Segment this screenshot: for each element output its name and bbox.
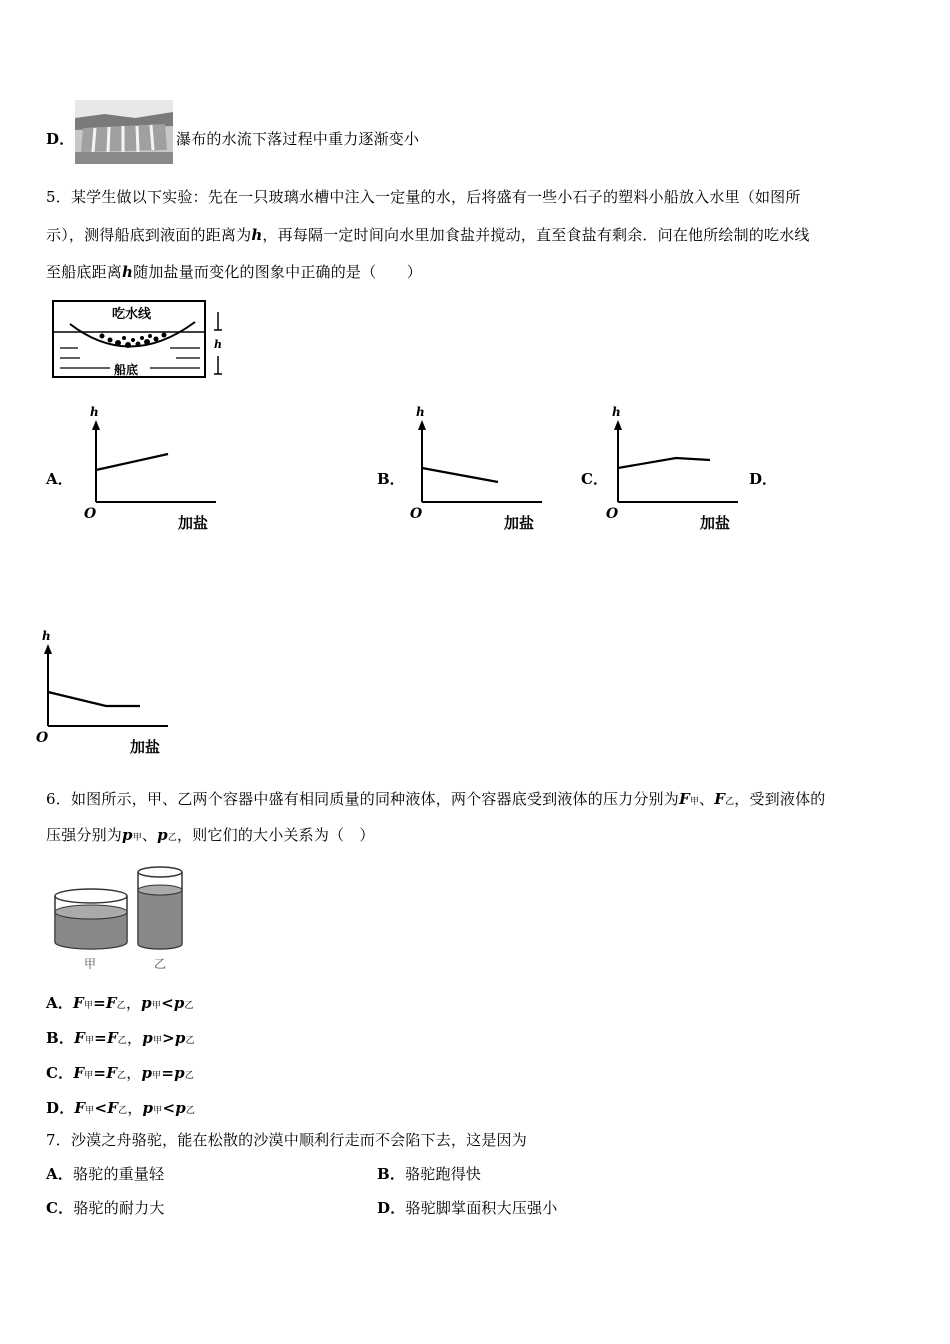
graph-axes <box>422 424 542 502</box>
graph-y-label: h <box>42 629 51 643</box>
q6-sub: 甲 <box>83 1001 94 1011</box>
graph-y-label: h <box>90 405 99 419</box>
graph-origin-label: O <box>606 506 619 522</box>
q4-option-d-label: D． <box>46 130 75 148</box>
q7-option-text: 骆驼的耐力大 <box>73 1199 165 1217</box>
graph-axes <box>618 424 738 502</box>
q6-p-symbol: p <box>174 1064 185 1082</box>
q5-stem-line2 <box>46 224 810 245</box>
q6-sub: 乙 <box>167 833 178 843</box>
q6-p-symbol: p <box>174 1029 186 1047</box>
q6-relation: = <box>161 1064 175 1082</box>
q6-sub: 甲 <box>689 797 700 807</box>
graph-x-label: 加盐 <box>700 514 731 532</box>
q7-option-label: A． <box>46 1165 74 1183</box>
q6-text: 6．如图所示，甲、乙两个容器中盛有相同质量的同种液体，两个容器底受到液体的压力分别为 <box>46 790 679 808</box>
graph-x-label: 加盐 <box>178 514 209 532</box>
graph-y-label: h <box>416 405 425 419</box>
q4-option-d-text: 瀑布的水流下落过程中重力逐渐变小 <box>176 130 420 148</box>
q6-p-symbol: p <box>141 994 152 1012</box>
q6-relation: > <box>162 1029 175 1047</box>
q6-sub: 乙 <box>725 797 735 807</box>
q6-relation: = <box>93 994 106 1012</box>
q5-option-label-a: A． <box>46 470 73 488</box>
q5-h-symbol: h <box>251 226 263 244</box>
graph-curve <box>422 468 498 482</box>
q6-comma: ， <box>125 994 142 1012</box>
q6-sub: 乙 <box>184 1071 195 1081</box>
q5-stem-line3 <box>46 261 422 282</box>
q6-text: 压强分别为 <box>46 826 123 844</box>
q5-stem-line1: 5．某学生做以下实验：先在一只玻璃水槽中注入一定量的水，后将盛有一些小石子的塑料小船放入水里（如图所 <box>46 188 801 206</box>
waterline-label: 吃水线 <box>112 307 152 322</box>
q6-p-symbol: p <box>175 1099 186 1117</box>
graph-axes <box>96 424 216 502</box>
q6-sub: 甲 <box>152 1071 162 1081</box>
q5-option-label-b: B． <box>377 470 405 488</box>
q5-graph-a <box>84 402 244 534</box>
q6-sub: 甲 <box>84 1036 95 1046</box>
q5-graph-d <box>36 626 196 758</box>
q6-stem-line1 <box>46 788 825 809</box>
q6-option-label: D． <box>46 1099 75 1117</box>
q6-sub: 乙 <box>117 1071 127 1081</box>
q6-sub: 甲 <box>85 1106 95 1116</box>
q6-sub: 甲 <box>151 1001 162 1011</box>
q6-sub: 甲 <box>84 1071 94 1081</box>
q6-sub: 乙 <box>184 1001 194 1011</box>
q6-sub: 乙 <box>185 1106 196 1116</box>
container-yi-label: 乙 <box>154 957 167 971</box>
y-axis-arrow <box>92 420 100 430</box>
q6-relation: = <box>93 1064 107 1082</box>
q6-F-symbol: F <box>107 1099 119 1117</box>
q7-option-label: C． <box>46 1199 74 1217</box>
q7-option-c <box>46 1197 165 1218</box>
q7-option-label: D． <box>377 1199 406 1217</box>
q5-text: 随加盐量而变化的图象中正确的是（ ） <box>133 263 422 281</box>
q6-comma: ， <box>127 1029 143 1047</box>
q5-text: 至船底距离 <box>46 263 123 281</box>
q5-option-label-c: C． <box>581 470 608 488</box>
graph-x-label: 加盐 <box>504 514 535 532</box>
q6-p-symbol: p <box>157 826 168 844</box>
q6-relation: < <box>94 1099 108 1117</box>
q5-graph-b <box>410 402 570 534</box>
q7-option-label: B． <box>377 1165 406 1183</box>
q6-F-symbol: F <box>73 994 84 1012</box>
q6-sub: 乙 <box>118 1106 128 1116</box>
q6-relation: < <box>161 994 174 1012</box>
q6-relation: < <box>162 1099 176 1117</box>
q7-option-text: 骆驼脚掌面积大压强小 <box>405 1199 558 1217</box>
q6-F-symbol: F <box>678 790 690 808</box>
q7-option-b <box>377 1163 481 1184</box>
q6-sub: 乙 <box>116 1001 126 1011</box>
q5-option-label-d: D． <box>749 470 778 488</box>
boat-diagram <box>50 298 230 382</box>
y-axis-arrow <box>44 644 52 654</box>
q6-F-symbol: F <box>106 1064 118 1082</box>
q6-F-symbol: F <box>74 1099 86 1117</box>
q6-p-symbol: p <box>173 994 185 1012</box>
q6-option-a <box>46 992 194 1013</box>
q6-option-label: A． <box>46 994 74 1012</box>
graph-x-label: 加盐 <box>130 738 161 756</box>
q6-sub: 甲 <box>132 833 142 843</box>
q6-relation: = <box>94 1029 107 1047</box>
q5-graph-c <box>606 402 766 534</box>
q7-option-d <box>377 1197 557 1218</box>
y-axis-arrow <box>614 420 622 430</box>
q6-F-symbol: F <box>73 1064 85 1082</box>
container-jia-label: 甲 <box>84 957 97 971</box>
q7-stem: 7．沙漠之舟骆驼，能在松散的沙漠中顺利行走而不会陷下去，这是因为 <box>46 1131 527 1149</box>
q6-p-symbol: p <box>141 1064 153 1082</box>
q6-sep: 、 <box>699 790 715 808</box>
q6-option-label: C． <box>46 1064 74 1082</box>
q7-option-a <box>46 1163 164 1184</box>
q6-p-symbol: p <box>122 826 133 844</box>
boat-h-label: h <box>214 338 222 351</box>
waterfall-photo-icon <box>75 100 173 164</box>
q6-sub: 甲 <box>153 1106 163 1116</box>
q7-option-text: 骆驼跑得快 <box>405 1165 482 1183</box>
q6-option-label: B． <box>46 1029 75 1047</box>
graph-origin-label: O <box>84 506 97 522</box>
graph-origin-label: O <box>410 506 423 522</box>
graph-origin-label: O <box>36 730 49 746</box>
graph-curve <box>618 458 710 468</box>
y-axis-arrow <box>418 420 426 430</box>
q6-F-symbol: F <box>105 994 117 1012</box>
q6-sep: 、 <box>141 826 158 844</box>
graph-axes <box>48 648 168 726</box>
q6-F-symbol: F <box>714 790 726 808</box>
q5-h-symbol: h <box>122 263 134 281</box>
q6-option-b <box>46 1027 195 1048</box>
graph-y-label: h <box>612 405 621 419</box>
containers-diagram <box>50 862 200 974</box>
q6-p-symbol: p <box>142 1099 154 1117</box>
q6-sub: 乙 <box>117 1036 127 1046</box>
q6-F-symbol: F <box>106 1029 118 1047</box>
q6-option-c <box>46 1062 194 1083</box>
q4-option-d <box>46 128 74 149</box>
q6-F-symbol: F <box>74 1029 85 1047</box>
q6-sub: 甲 <box>152 1036 163 1046</box>
q6-p-symbol: p <box>142 1029 153 1047</box>
q6-text: ，受到液体的 <box>734 790 826 808</box>
boat-bottom-label: 船底 <box>114 363 139 377</box>
q6-text: ，则它们的大小关系为（ ） <box>177 826 375 844</box>
q6-sub: 乙 <box>185 1036 195 1046</box>
q5-text: ，再每隔一定时间向水里加食盐并搅动，直至食盐有剩余．问在他所绘制的吃水线 <box>262 226 810 244</box>
graph-curve <box>96 454 168 470</box>
graph-curve <box>48 692 140 706</box>
q6-option-d <box>46 1097 195 1118</box>
q5-text: 示），测得船底到液面的距离为 <box>46 226 252 244</box>
q6-comma: ， <box>127 1099 143 1117</box>
q6-stem-line2 <box>46 824 375 845</box>
q7-option-text: 骆驼的重量轻 <box>73 1165 165 1183</box>
q6-comma: ， <box>126 1064 142 1082</box>
